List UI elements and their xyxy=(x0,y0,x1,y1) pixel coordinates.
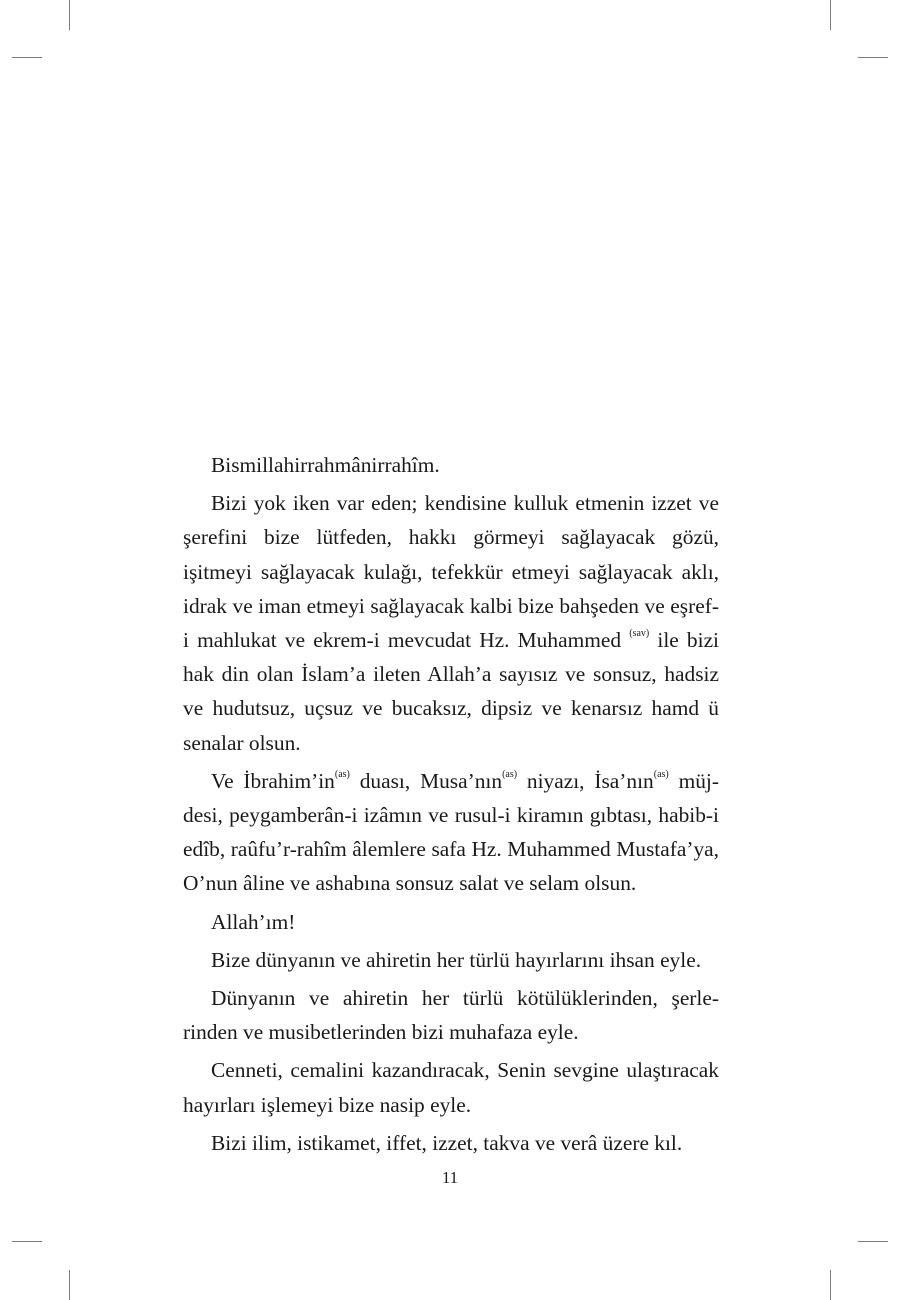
paragraph-text: niyazı, İsa’nın xyxy=(517,768,654,793)
crop-mark-top-left xyxy=(69,0,70,30)
crop-mark-bottom-right xyxy=(858,1241,888,1242)
paragraph-text: müj-desi, peygamberân-i izâmın ve rusul-i kiramın gıbtası, habib-i edîb, raûfu’r-rahîm âlemlere safa Hz. Muhammed Mustafa’ya, O’nun âline ve ashabına sonsuz salat ve selam olsun. xyxy=(183,768,719,896)
paragraph-text: Bizi yok iken var eden; kendisine kulluk etmenin izzet ve şerefini bize lütfeden, hakkı görmeyi sağlayacak gözü, işitmeyi sağlayacak kulağı, tefekkür etmeyi sağlayacak aklı, idrak ve iman etmeyi sağlayacak kalbi bize bahşeden ve eşref-i mahlukat ve ekrem-i mevcudat Hz. Muhammed xyxy=(183,491,719,653)
body-text xyxy=(183,448,719,1164)
paragraph: Bismillahirrahmânirrahîm. xyxy=(211,453,440,477)
paragraph xyxy=(183,764,719,901)
crop-mark-bottom-right xyxy=(830,1270,831,1300)
crop-mark-top-right xyxy=(858,57,888,58)
paragraph: Bize dünyanın ve ahiretin her türlü hayırlarını ihsan eyle. xyxy=(211,947,702,972)
crop-mark-bottom-left xyxy=(69,1270,70,1300)
paragraph xyxy=(183,486,719,760)
paragraph: Allah’ım! xyxy=(211,909,296,934)
page-number: 11 xyxy=(441,1168,459,1187)
crop-mark-top-left xyxy=(12,57,42,58)
superscript-as: (as) xyxy=(502,768,518,780)
paragraph-text: duası, Musa’nın xyxy=(349,768,503,793)
superscript-sav: (sav) xyxy=(629,628,650,640)
superscript-as: (as) xyxy=(334,768,350,780)
superscript-as: (as) xyxy=(653,768,669,780)
crop-mark-top-right xyxy=(830,0,831,30)
paragraph-text: Ve İbrahim’in xyxy=(211,768,335,793)
paragraph: Cenneti, cemalini kazandıracak, Senin sevgine ulaştıracak hayırları işlemeyi bize nasip eyle. xyxy=(183,1058,719,1117)
paragraph: Dünyanın ve ahiretin her türlü kötülüklerinden, şerle-rinden ve musibetlerinden bizi muhafaza eyle. xyxy=(183,986,719,1045)
paragraph: Bizi ilim, istikamet, iffet, izzet, takva ve verâ üzere kıl. xyxy=(211,1130,683,1155)
crop-mark-bottom-left xyxy=(12,1241,42,1242)
paragraph-text: ile bizi hak din olan İslam’a ileten Allah’a sayısız ve sonsuz, hadsiz ve hudutsuz, uçsuz ve bucaksız, dipsiz ve kenarsız hamd ü senalar olsun. xyxy=(183,628,720,755)
